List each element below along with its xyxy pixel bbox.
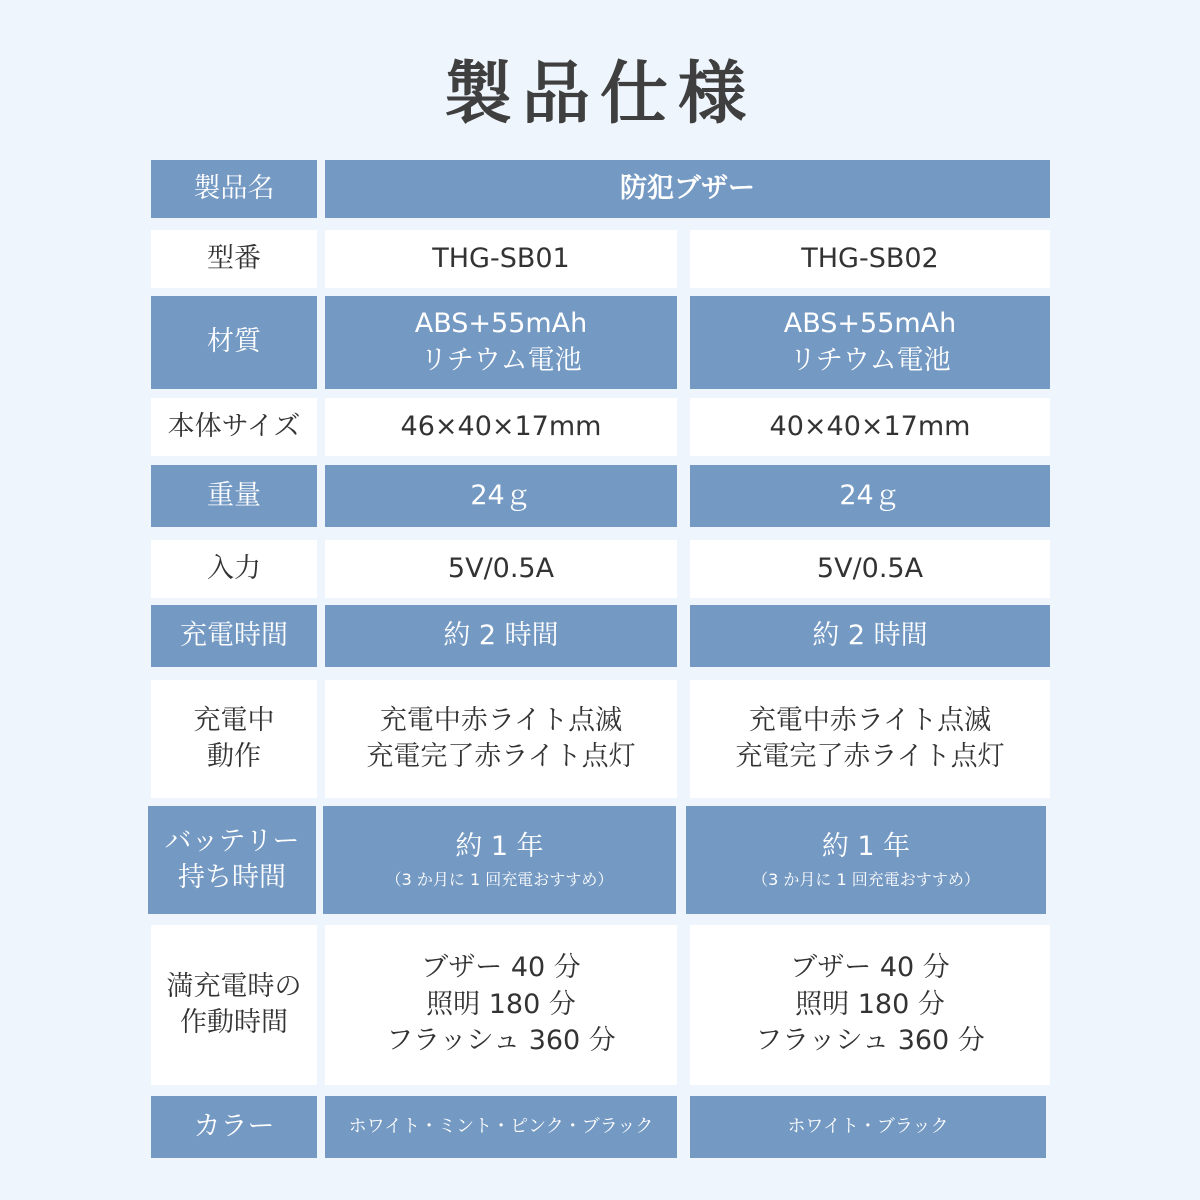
value-note: （3 か月に 1 回充電おすすめ） [385, 870, 614, 890]
value-line: 充電中赤ライト点滅 [748, 704, 992, 736]
label-line: バッテリー [164, 825, 300, 857]
value-line: ブザー 40 分 [421, 952, 581, 984]
label-text: 材質 [207, 326, 261, 358]
value-line: リチウム電池 [789, 344, 951, 376]
value-color-b [690, 1096, 1046, 1158]
value-model-a [325, 230, 677, 288]
label-color [151, 1096, 317, 1158]
label-text: 型番 [207, 242, 261, 274]
label-text: 充電時間 [180, 619, 288, 651]
value-text: 5V/0.5A [447, 552, 555, 584]
value-text: 24ｇ [839, 479, 901, 511]
value-battery-life-a [323, 806, 676, 914]
value-body-size-b [690, 398, 1050, 456]
label-line: 持ち時間 [178, 862, 286, 893]
value-text: ホワイト・ブラック [787, 1115, 949, 1137]
label-operating-time [151, 925, 317, 1085]
label-line: 動作 [207, 741, 261, 772]
value-line: フラッシュ 360 分 [386, 1025, 616, 1057]
label-line: 満充電時の [166, 970, 302, 1002]
value-text: ホワイト・ミント・ピンク・ブラック [348, 1115, 654, 1137]
value-line: フラッシュ 360 分 [755, 1025, 985, 1057]
value-charge-time-b [690, 605, 1050, 667]
value-text: 40×40×17mm [769, 410, 971, 442]
value-weight-b [690, 465, 1050, 527]
value-line: 充電完了赤ライト点灯 [366, 741, 636, 772]
value-input-b [690, 540, 1050, 598]
value-line: 充電中赤ライト点滅 [379, 704, 623, 736]
value-text: 防犯ブザー [620, 172, 755, 204]
value-line: 照明 180 分 [426, 988, 576, 1020]
value-input-a [325, 540, 677, 598]
value-line: 約 1 年 [821, 830, 911, 862]
value-operating-time-b [690, 925, 1050, 1085]
label-text: 重量 [207, 479, 261, 511]
value-material-b [690, 296, 1050, 389]
value-line: リチウム電池 [420, 344, 582, 376]
value-charging-behavior-b [690, 680, 1050, 798]
label-text: 製品名 [193, 172, 275, 204]
label-line: 充電中 [193, 704, 275, 736]
label-input [151, 540, 317, 598]
value-body-size-a [325, 398, 677, 456]
label-text: カラー [193, 1110, 275, 1142]
value-text: 46×40×17mm [400, 410, 602, 442]
value-text: 5V/0.5A [816, 552, 924, 584]
label-line: 作動時間 [180, 1007, 288, 1038]
value-charging-behavior-a [325, 680, 677, 798]
value-material-a [325, 296, 677, 389]
value-text: THG-SB01 [432, 242, 570, 274]
value-color-a [325, 1096, 677, 1158]
value-line: 充電完了赤ライト点灯 [735, 741, 1005, 772]
value-operating-time-a [325, 925, 677, 1085]
label-text: 本体サイズ [167, 410, 301, 442]
value-battery-life-b [686, 806, 1046, 914]
value-product-name [325, 160, 1050, 218]
value-line: 約 1 年 [455, 830, 544, 862]
label-weight [151, 465, 317, 527]
value-line: ABS+55mAh [414, 308, 588, 340]
value-model-b [690, 230, 1050, 288]
page-title: 製品仕様 [443, 55, 756, 134]
value-charge-time-a [325, 605, 677, 667]
label-charging-behavior [151, 680, 317, 798]
value-text: THG-SB02 [801, 242, 939, 274]
label-charge-time [151, 605, 317, 667]
label-battery-life [148, 806, 316, 914]
value-weight-a [325, 465, 677, 527]
label-product-name [151, 160, 317, 218]
label-material [151, 296, 317, 389]
label-text: 入力 [207, 552, 261, 584]
value-line: ABS+55mAh [783, 308, 957, 340]
value-line: 照明 180 分 [795, 988, 945, 1020]
value-text: 24ｇ [470, 479, 532, 511]
label-model [151, 230, 317, 288]
value-line: ブザー 40 分 [790, 952, 950, 984]
value-note: （3 か月に 1 回充電おすすめ） [752, 870, 980, 890]
value-text: 約 2 時間 [443, 619, 559, 651]
value-text: 約 2 時間 [812, 619, 928, 651]
label-body-size [151, 398, 317, 456]
